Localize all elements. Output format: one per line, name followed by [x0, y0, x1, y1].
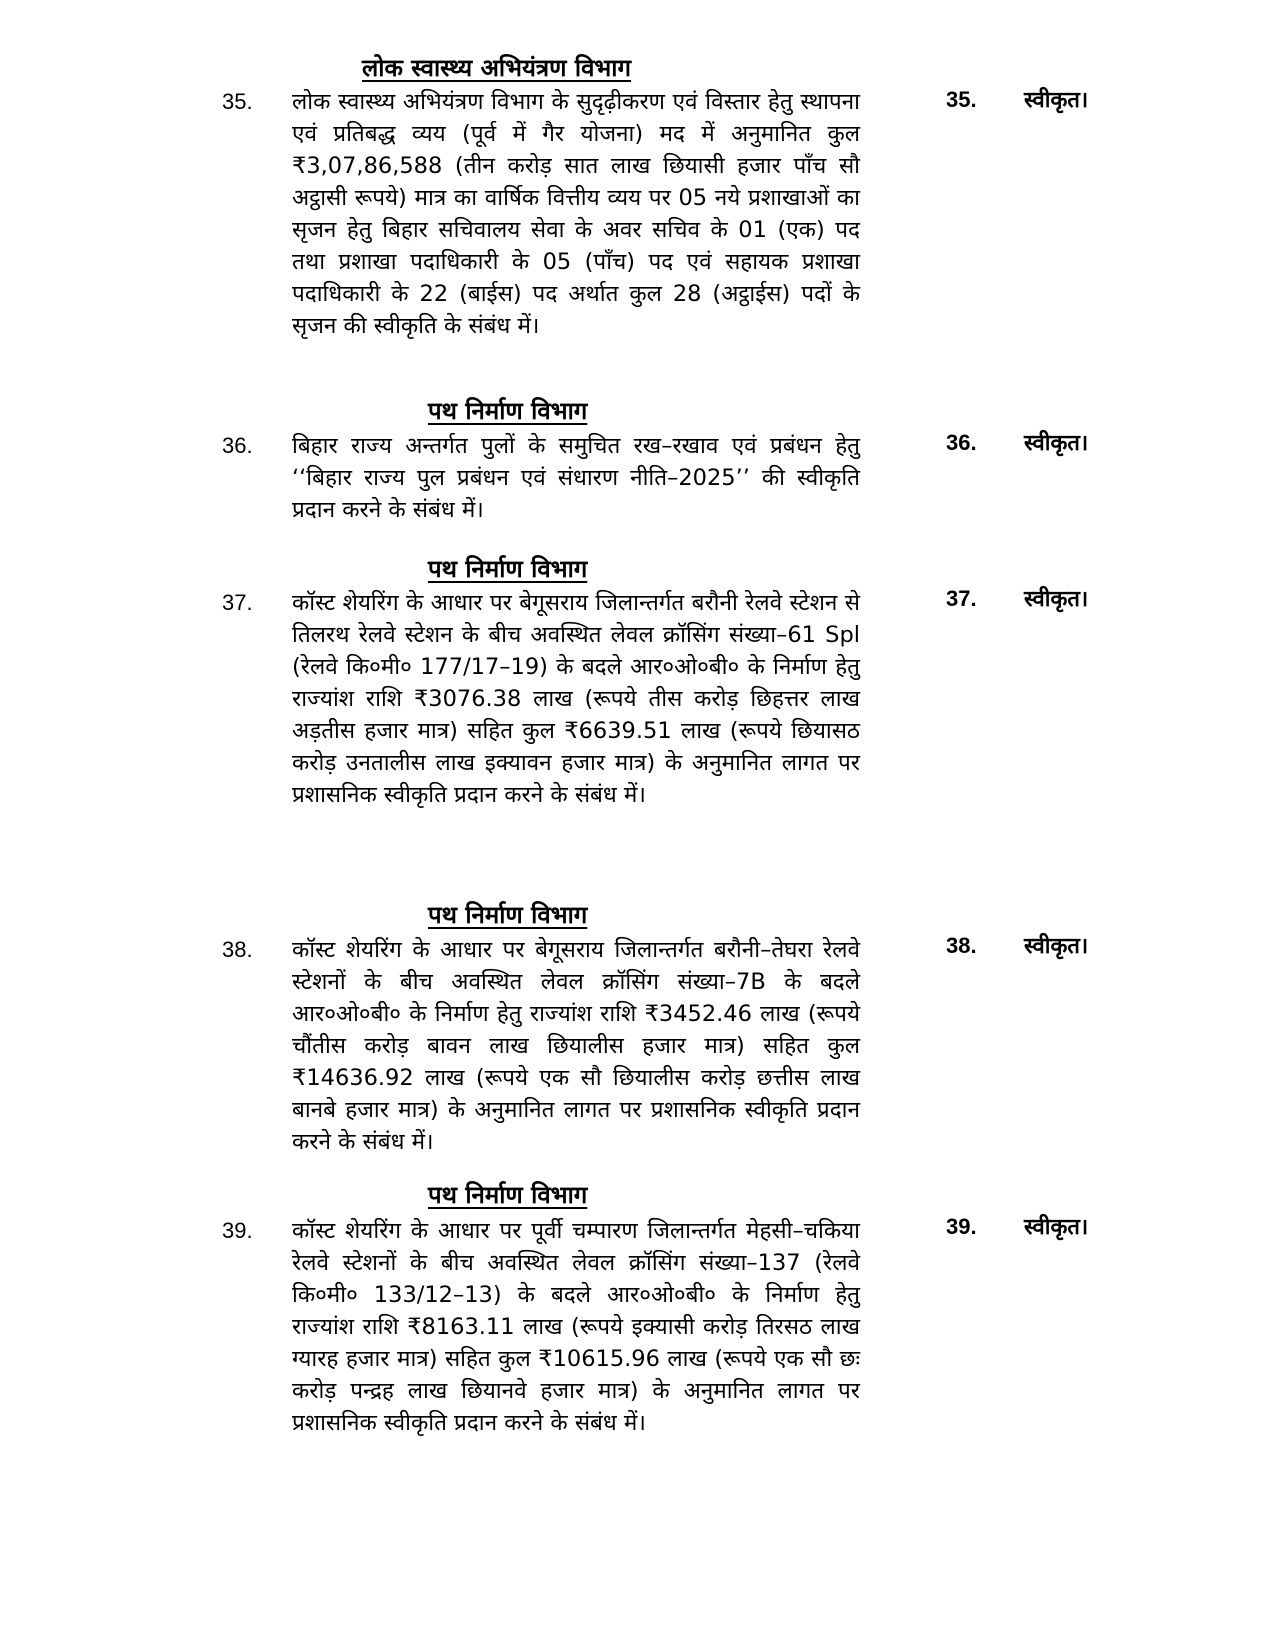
- department-heading: लोक स्वास्थ्य अभियंत्रण विभाग: [362, 54, 632, 82]
- item-number: 39.: [222, 1218, 253, 1243]
- department-heading: पथ निर्माण विभाग: [428, 397, 588, 425]
- decision-number: 38.: [946, 933, 977, 958]
- decision-status: स्वीकृत।: [1024, 88, 1089, 113]
- decision-status: स्वीकृत।: [1024, 1215, 1089, 1240]
- decision-row: [946, 583, 1088, 616]
- decision-row: [946, 1211, 1088, 1244]
- item-text: कॉस्ट शेयरिंग के आधार पर बेगूसराय जिलान्तर्गत बरौनी रेलवे स्टेशन से तिलरथ रेलवे स्टेशन के बीच अवस्थित लेवल क्रॉसिंग संख्या–61 Spl (रेलवे कि०मी० 177/17–19) के बदले आर०ओ०बी० के निर्माण हेतु राज्यांश राशि ₹3076.38 लाख (रूपये तीस करोड़ छिहत्तर लाख अड़तीस हजार मात्र) सहित कुल ₹6639.51 लाख (रूपये छियासठ करोड़ उनतालीस लाख इक्यावन हजार मात्र) के अनुमानित लागत पर प्रशासनिक स्वीकृति प्रदान करने के संबंध में।: [292, 590, 860, 808]
- department-heading: पथ निर्माण विभाग: [428, 555, 588, 583]
- item-text: बिहार राज्य अन्तर्गत पुलों के समुचित रख–रखाव एवं प्रबंधन हेतु ‘‘बिहार राज्य पुल प्रबंधन एवं संधारण नीति–2025’’ की स्वीकृति प्रदान करने के संबंध में।: [292, 433, 860, 523]
- item-text: लोक स्वास्थ्य अभियंत्रण विभाग के सुदृढ़ीकरण एवं विस्तार हेतु स्थापना एवं प्रतिबद्ध व्यय (पूर्व में गैर योजना) मद में अनुमानित कुल ₹3,07,86,588 (तीन करोड़ सात लाख छियासी हजार पाँच सौ अट्ठासी रूपये) मात्र का वार्षिक वित्तीय व्यय पर 05 नये प्रशाखाओं का सृजन हेतु बिहार सचिवालय सेवा के अवर सचिव के 01 (एक) पद तथा प्रशाखा पदाधिकारी के 05 (पाँच) पद एवं सहायक प्रशाखा पदाधिकारी के 22 (बाईस) पद अर्थात कुल 28 (अट्ठाईस) पदों के सृजन की स्वीकृति के संबंध में।: [292, 89, 860, 339]
- decision-row: [946, 84, 1088, 117]
- item-number: 38.: [222, 937, 253, 962]
- decision-number: 35.: [946, 87, 977, 112]
- decision-row: [946, 427, 1088, 460]
- item-text: कॉस्ट शेयरिंग के आधार पर पूर्वी चम्पारण जिलान्तर्गत मेहसी–चकिया रेलवे स्टेशनों के बीच अवस्थित लेवल क्रॉसिंग संख्या–137 (रेलवे कि०मी० 133/12–13) के बदले आर०ओ०बी० के निर्माण हेतु राज्यांश राशि ₹8163.11 लाख (रूपये इक्यासी करोड़ तिरसठ लाख ग्यारह हजार मात्र) सहित कुल ₹10615.96 लाख (रूपये एक सौ छः करोड़ पन्द्रह लाख छियानवे हजार मात्र) के अनुमानित लागत पर प्रशासनिक स्वीकृति प्रदान करने के संबंध में।: [292, 1218, 860, 1436]
- decision-status: स्वीकृत।: [1024, 587, 1089, 612]
- decision-status: स्वीकृत।: [1024, 934, 1089, 959]
- decision-number: 39.: [946, 1214, 977, 1239]
- decision-row: [946, 930, 1088, 963]
- item-number: 35.: [222, 89, 253, 114]
- department-heading: पथ निर्माण विभाग: [428, 901, 588, 929]
- item-number: 37.: [222, 590, 253, 615]
- item-number: 36.: [222, 433, 253, 458]
- decision-status: स्वीकृत।: [1024, 431, 1089, 456]
- decision-number: 36.: [946, 430, 977, 455]
- department-heading: पथ निर्माण विभाग: [428, 1181, 588, 1209]
- decision-number: 37.: [946, 586, 977, 611]
- item-text: कॉस्ट शेयरिंग के आधार पर बेगूसराय जिलान्तर्गत बरौनी–तेघरा रेलवे स्टेशनों के बीच अवस्थित लेवल क्रॉसिंग संख्या–7B के बदले आर०ओ०बी० के निर्माण हेतु राज्यांश राशि ₹3452.46 लाख (रूपये चौंतीस करोड़ बावन लाख छियालीस हजार मात्र) सहित कुल ₹14636.92 लाख (रूपये एक सौ छियालीस करोड़ छत्तीस लाख बानबे हजार मात्र) के अनुमानित लागत पर प्रशासनिक स्वीकृति प्रदान करने के संबंध में।: [292, 937, 860, 1155]
